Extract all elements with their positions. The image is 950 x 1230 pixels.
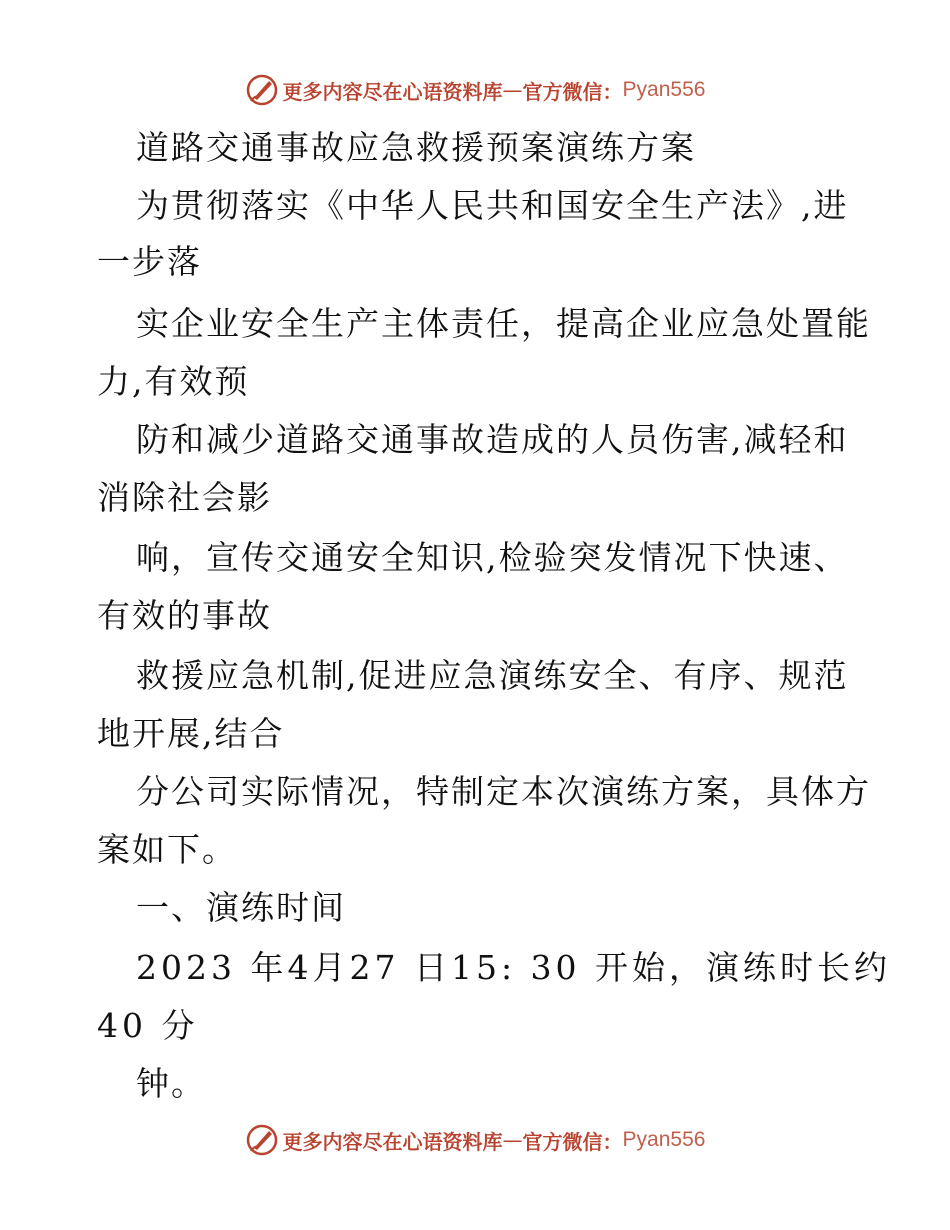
header-site-text: 更多内容尽在心语资料库	[282, 79, 503, 104]
footer-account-id: Pyan556	[622, 1128, 706, 1151]
paragraph-line: 40 分	[97, 1006, 199, 1045]
footer-watermark-banner	[0, 1120, 950, 1160]
paragraph-line: 钟。	[136, 1064, 206, 1103]
quill-logo-icon	[245, 73, 279, 107]
footer-official-label: 官方微信：	[522, 1129, 623, 1154]
paragraph-line: 消除社会影	[97, 478, 272, 517]
paragraph-line: 响，宣传交通安全知识,检验突发情况下快速、	[136, 538, 849, 577]
paragraph-line: 救援应急机制,促进应急演练安全、有序、规范	[136, 656, 849, 695]
paragraph-line: 2023 年4月27 日15: 30 开始，演练时长约	[136, 948, 892, 987]
paragraph-line: 分公司实际情况，特制定本次演练方案，具体方	[136, 772, 871, 811]
paragraph-line: 防和减少道路交通事故造成的人员伤害,减轻和	[136, 420, 849, 459]
paragraph-line: 地开展,结合	[97, 714, 285, 753]
document-title: 道路交通事故应急救援预案演练方案	[136, 128, 696, 167]
header-watermark-banner	[0, 70, 950, 110]
footer-site-text: 更多内容尽在心语资料库	[282, 1129, 503, 1154]
paragraph-line: 力,有效预	[97, 362, 250, 401]
paragraph-line: 为贯彻落实《中华人民共和国安全生产法》,进	[136, 186, 849, 225]
paragraph-line: 有效的事故	[97, 596, 272, 635]
header-account-id: Pyan556	[622, 78, 706, 101]
quill-logo-icon	[245, 1123, 279, 1157]
footer-separator: —	[502, 1128, 523, 1152]
paragraph-line: 一步落	[97, 242, 202, 281]
paragraph-line: 实企业安全生产主体责任，提高企业应急处置能	[136, 304, 871, 343]
header-official-label: 官方微信：	[522, 79, 623, 104]
section-heading: 一、演练时间	[136, 888, 346, 927]
paragraph-line: 案如下。	[97, 830, 237, 869]
header-separator: —	[502, 78, 523, 102]
